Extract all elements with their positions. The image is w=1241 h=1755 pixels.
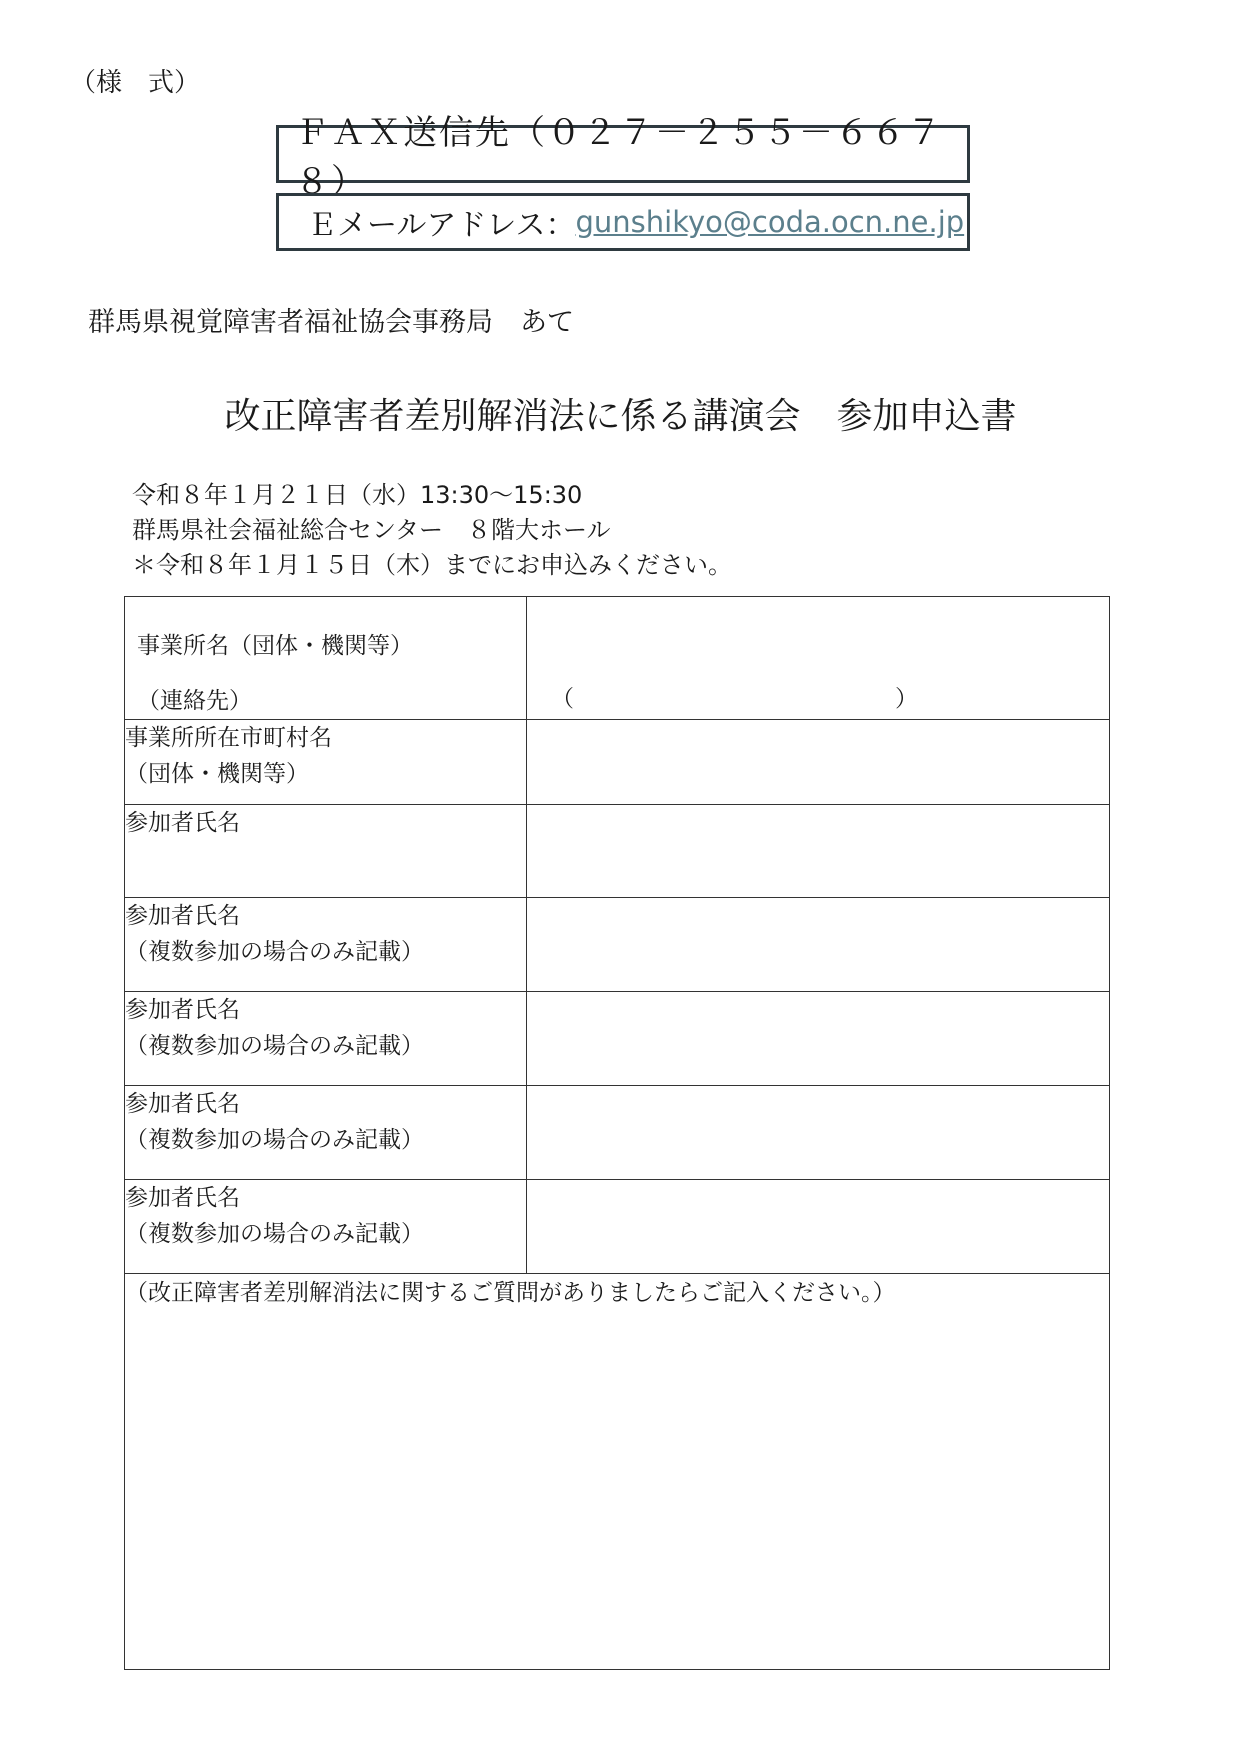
participant-row (125, 992, 1110, 1086)
participant-label: 参加者氏名 (125, 997, 240, 1023)
municipality-input-cell[interactable] (527, 720, 1110, 805)
document-title: 改正障害者差別解消法に係る講演会 参加申込書 (224, 396, 1017, 437)
question-cell[interactable] (125, 1274, 1110, 1670)
participant-note: （複数参加の場合のみ記載） (125, 1127, 424, 1153)
participant-input-cell[interactable] (527, 992, 1110, 1086)
participant-label-cell (125, 992, 527, 1086)
participant-label-cell (125, 898, 527, 992)
application-deadline: ＊令和８年１月１５日（木）までにお申込みください。 (132, 551, 732, 579)
question-label: （改正障害者差別解消法に関するご質問がありましたらご記入ください。） (125, 1280, 896, 1306)
question-row (125, 1274, 1110, 1670)
participant-input-cell[interactable] (527, 1180, 1110, 1274)
participant-row (125, 1180, 1110, 1274)
fax-destination-box (276, 113, 970, 202)
participant-label: 参加者氏名 (125, 1185, 240, 1211)
municipality-label-cell (125, 720, 527, 805)
fax-destination-text: ＦＡＸ送信先（０２７－２５５－６６７８） (295, 113, 943, 202)
participant-label-cell (125, 1086, 527, 1180)
contact-paren-close: ） (895, 686, 918, 712)
participant-note: （複数参加の場合のみ記載） (125, 939, 424, 965)
participant-input-cell[interactable] (527, 898, 1110, 992)
event-venue: 群馬県社会福祉総合センター ８階大ホール (132, 516, 611, 544)
municipality-label-line1: 事業所所在市町村名 (125, 725, 332, 751)
participant-input-cell[interactable] (527, 1086, 1110, 1180)
participant-label-cell (125, 1180, 527, 1274)
participant-row (125, 805, 1110, 898)
participant-note: （複数参加の場合のみ記載） (125, 1033, 424, 1059)
contact-paren-open: （ (551, 686, 574, 712)
event-datetime: 令和８年１月２１日（水）13:30～15:30 (132, 481, 583, 509)
addressee: 群馬県視覚障害者福祉協会事務局 あて (88, 307, 574, 338)
contact-label: （連絡先） (137, 688, 252, 714)
participant-row (125, 898, 1110, 992)
form-style-label: （様 式） (70, 68, 201, 98)
participant-note: （複数参加の場合のみ記載） (125, 1221, 424, 1247)
participant-label: 参加者氏名 (125, 1091, 240, 1117)
org-name-label: 事業所名（団体・機関等） (137, 633, 413, 659)
org-row (125, 597, 1110, 720)
participant-label: 参加者氏名 (125, 810, 240, 836)
org-label-cell (125, 597, 527, 720)
email-address-box (276, 193, 970, 251)
org-name-input-cell[interactable] (527, 597, 1110, 720)
email-label: Ｅメールアドレス： (307, 208, 576, 243)
email-link[interactable]: gunshikyo@coda.ocn.ne.jp (575, 205, 965, 239)
participant-input-cell[interactable] (527, 805, 1110, 898)
participant-label-cell (125, 805, 527, 898)
participant-row (125, 1086, 1110, 1180)
participant-label: 参加者氏名 (125, 903, 240, 929)
municipality-row (125, 720, 1110, 805)
application-form-table (124, 596, 1110, 1670)
municipality-label-line2: （団体・機関等） (125, 761, 309, 787)
